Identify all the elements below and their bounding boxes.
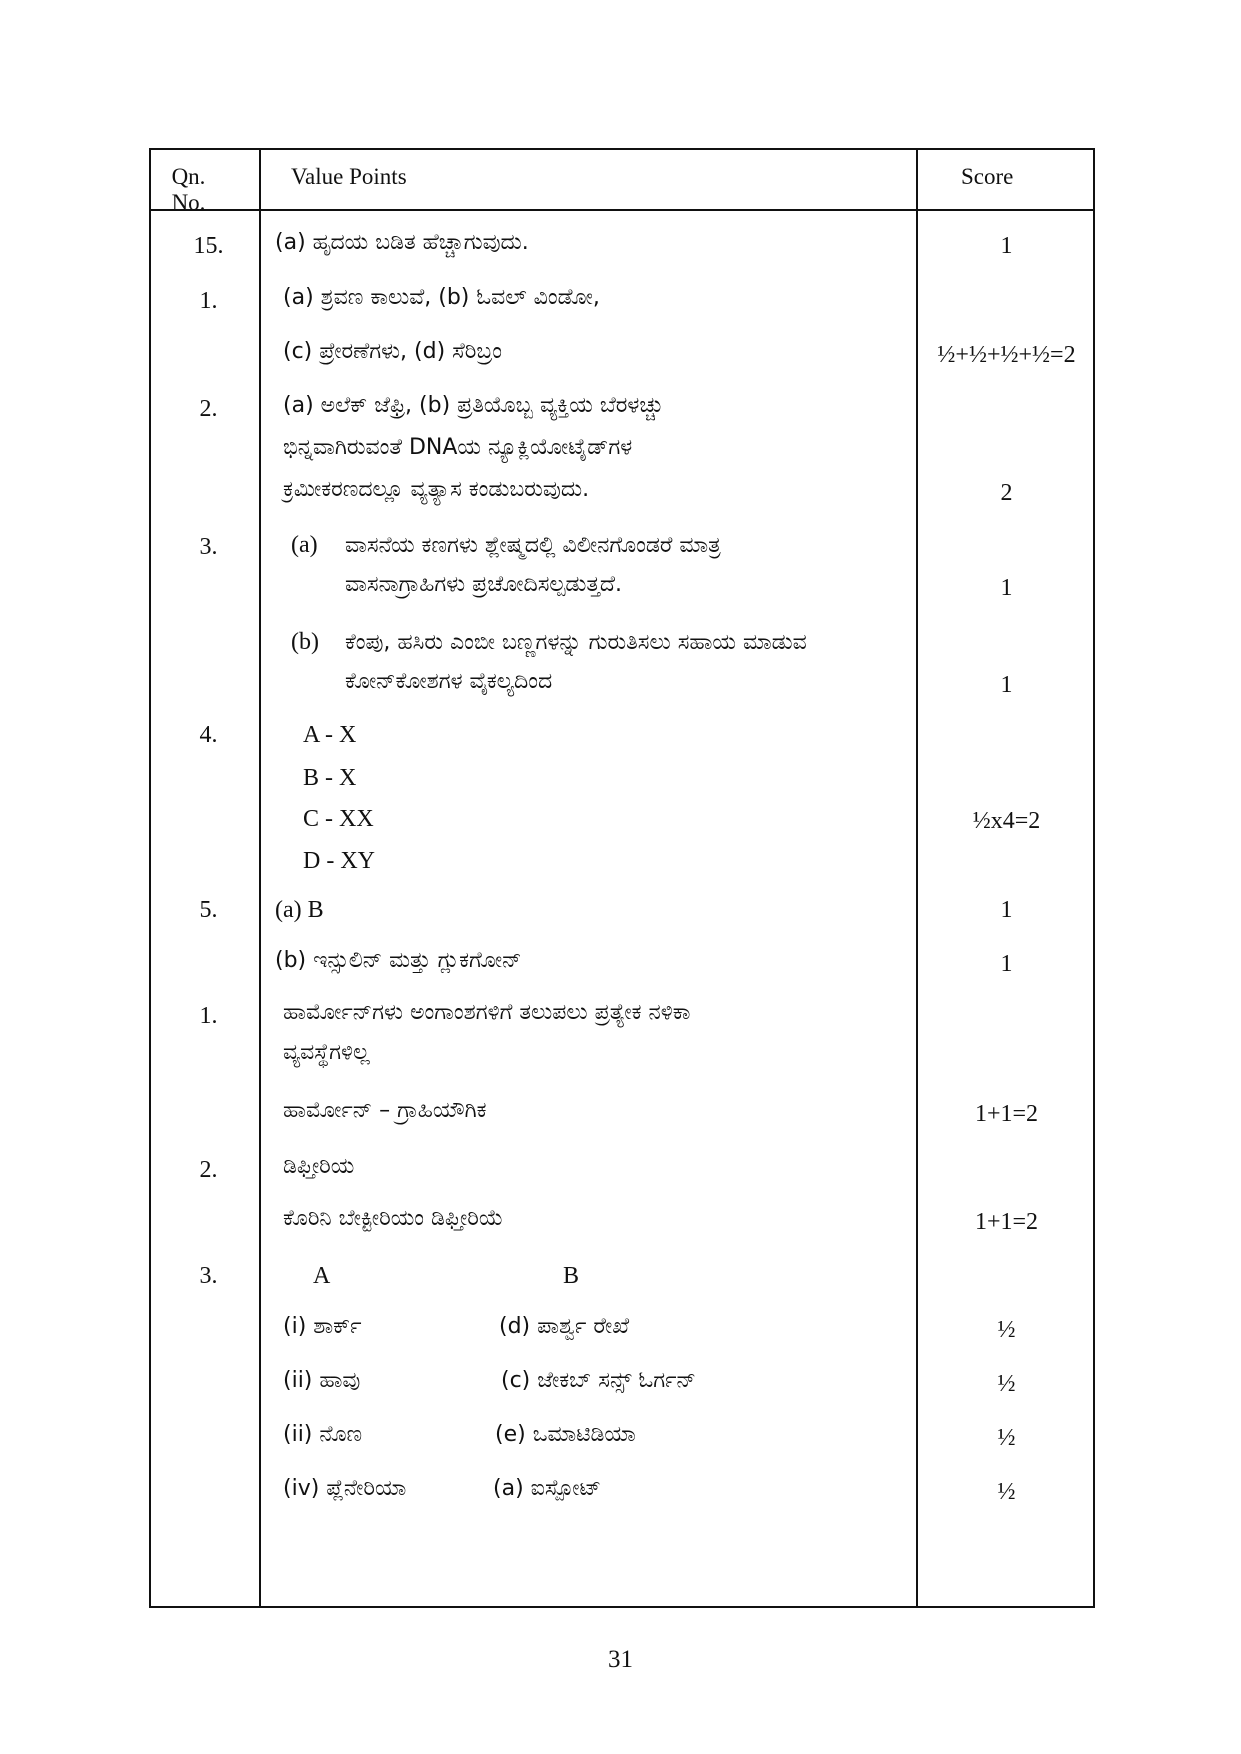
sub-label: (a)	[291, 532, 318, 558]
sub-label: (b)	[291, 629, 319, 655]
match-right: (a) ಐಸ್ಪೋಟ್	[493, 1476, 602, 1501]
value-point-line: ಡಿಫ್ತೀರಿಯ	[283, 1154, 355, 1179]
value-point-line: (c) ಪ್ರೇರಣೆಗಳು, (d) ಸೆರಿಬ್ರಂ	[283, 339, 502, 364]
value-point-line: ಭಿನ್ನವಾಗಿರುವಂತೆ DNAಯ ನ್ಯೂಕ್ಲಿಯೋಟೈಡ್‌ಗಳ	[283, 435, 633, 460]
question-number: 2.	[199, 396, 218, 422]
value-point-line: (a) ಹೃದಯ ಬಡಿತ ಹೆಚ್ಚಾಗುವುದು.	[275, 230, 529, 255]
page-number: 31	[608, 1646, 633, 1673]
question-number: 4.	[199, 722, 218, 748]
match-column-heading: B	[563, 1263, 580, 1289]
value-point-line: (b) ಇನ್ಸುಲಿನ್ ಮತ್ತು ಗ್ಲುಕಗೋನ್	[275, 948, 522, 973]
value-point-line: C - XX	[303, 806, 374, 832]
header-score: Score	[961, 164, 1014, 189]
score-cell: ½	[997, 1371, 1016, 1397]
score-cell: ½	[997, 1425, 1016, 1451]
header-value-points: Value Points	[291, 164, 407, 189]
value-point-line: ಕ್ರಮೀಕರಣದಲ್ಲೂ ವ್ಯತ್ಯಾಸ ಕಂಡುಬರುವುದು.	[283, 477, 590, 502]
value-point-line: ಹಾರ್ಮೋನ್ – ಗ್ರಾಹಿಯೌಗಿಕ	[283, 1098, 487, 1123]
match-left: (ii) ನೊಣ	[283, 1422, 363, 1447]
match-column-heading: A	[313, 1263, 331, 1289]
value-point-line: ವಾಸನೆಯ ಕಣಗಳು ಶ್ಲೇಷ್ಮದಲ್ಲಿ ವಿಲೀನಗೊಂಡರೆ ಮಾತ್ರ	[345, 533, 721, 558]
match-left: (iv) ಪ್ಲೆನೇರಿಯಾ	[283, 1476, 407, 1501]
header-qn: Qn. No.	[171, 164, 206, 215]
question-number: 15.	[193, 233, 224, 259]
score-cell: 1+1=2	[974, 1101, 1039, 1127]
value-point-line: ಹಾರ್ಮೋನ್‌ಗಳು ಅಂಗಾಂಶಗಳಿಗೆ ತಲುಪಲು ಪ್ರತ್ಯೇಕ ನಳಿಕಾ	[283, 1000, 691, 1025]
score-cell: 1+1=2	[974, 1209, 1039, 1235]
score-cell: 1	[1000, 951, 1013, 977]
question-number: 3.	[199, 1263, 218, 1289]
value-point-line: (a) B	[275, 897, 324, 923]
score-cell: 1	[1000, 233, 1013, 259]
value-point-line: D - XY	[303, 848, 375, 874]
value-point-line: ಕೋನ್‌ಕೋಶಗಳ ವೈಕಲ್ಯದಿಂದ	[345, 669, 553, 694]
match-left: (ii) ಹಾವು	[283, 1368, 361, 1393]
header-divider	[151, 209, 1093, 211]
value-point-line: (a) ಅಲೆಕ್ ಜೆಫ್ರಿ, (b) ಪ್ರತಿಯೊಬ್ಬ ವ್ಯಕ್ತಿಯ ಬೆರಳಚ್ಚು	[283, 393, 664, 418]
value-point-line: B - X	[303, 765, 357, 791]
score-cell: 1	[1000, 897, 1013, 923]
value-point-line: ವಾಸನಾಗ್ರಾಹಿಗಳು ಪ್ರಚೋದಿಸಲ್ಪಡುತ್ತದೆ.	[345, 572, 622, 597]
answer-key-table	[149, 148, 1095, 1608]
match-right: (d) ಪಾರ್ಶ್ವ ರೇಖೆ	[499, 1314, 630, 1339]
score-cell: ½	[997, 1479, 1016, 1505]
score-cell: 1	[1000, 575, 1013, 601]
question-number: 1.	[199, 288, 218, 314]
value-point-line: ಕೆಂಪು, ಹಸಿರು ಎಂಬೀ ಬಣ್ಣಗಳನ್ನು ಗುರುತಿಸಲು ಸಹಾಯ ಮಾಡುವ	[345, 630, 807, 655]
question-number: 3.	[199, 534, 218, 560]
question-number: 2.	[199, 1157, 218, 1183]
value-point-line: ಕೊರಿನಿ ಬೇಕ್ಟೀರಿಯಂ ಡಿಫ್ತೀರಿಯೆ	[283, 1206, 504, 1231]
score-cell: 2	[1000, 480, 1013, 506]
column-divider	[259, 150, 261, 1606]
question-number: 5.	[199, 897, 218, 923]
match-left: (i) ಶಾರ್ಕ್	[283, 1314, 362, 1339]
value-point-line: A - X	[303, 722, 357, 748]
match-right: (c) ಜೇಕಬ್ ಸನ್ಸ್ ಓರ್ಗನ್	[501, 1368, 696, 1393]
score-cell: ½x4=2	[972, 808, 1041, 834]
value-point-line: ವ್ಯವಸ್ಥೆಗಳಿಲ್ಲ	[283, 1040, 370, 1065]
question-number: 1.	[199, 1003, 218, 1029]
score-cell: 1	[1000, 672, 1013, 698]
match-right: (e) ಒಮಾಟಿಡಿಯಾ	[495, 1422, 636, 1447]
score-cell: ½+½+½+½=2	[937, 342, 1076, 368]
value-point-line: (a) ಶ್ರವಣ ಕಾಲುವೆ, (b) ಓವಲ್ ವಿಂಡೋ,	[283, 285, 600, 310]
score-cell: ½	[997, 1317, 1016, 1343]
